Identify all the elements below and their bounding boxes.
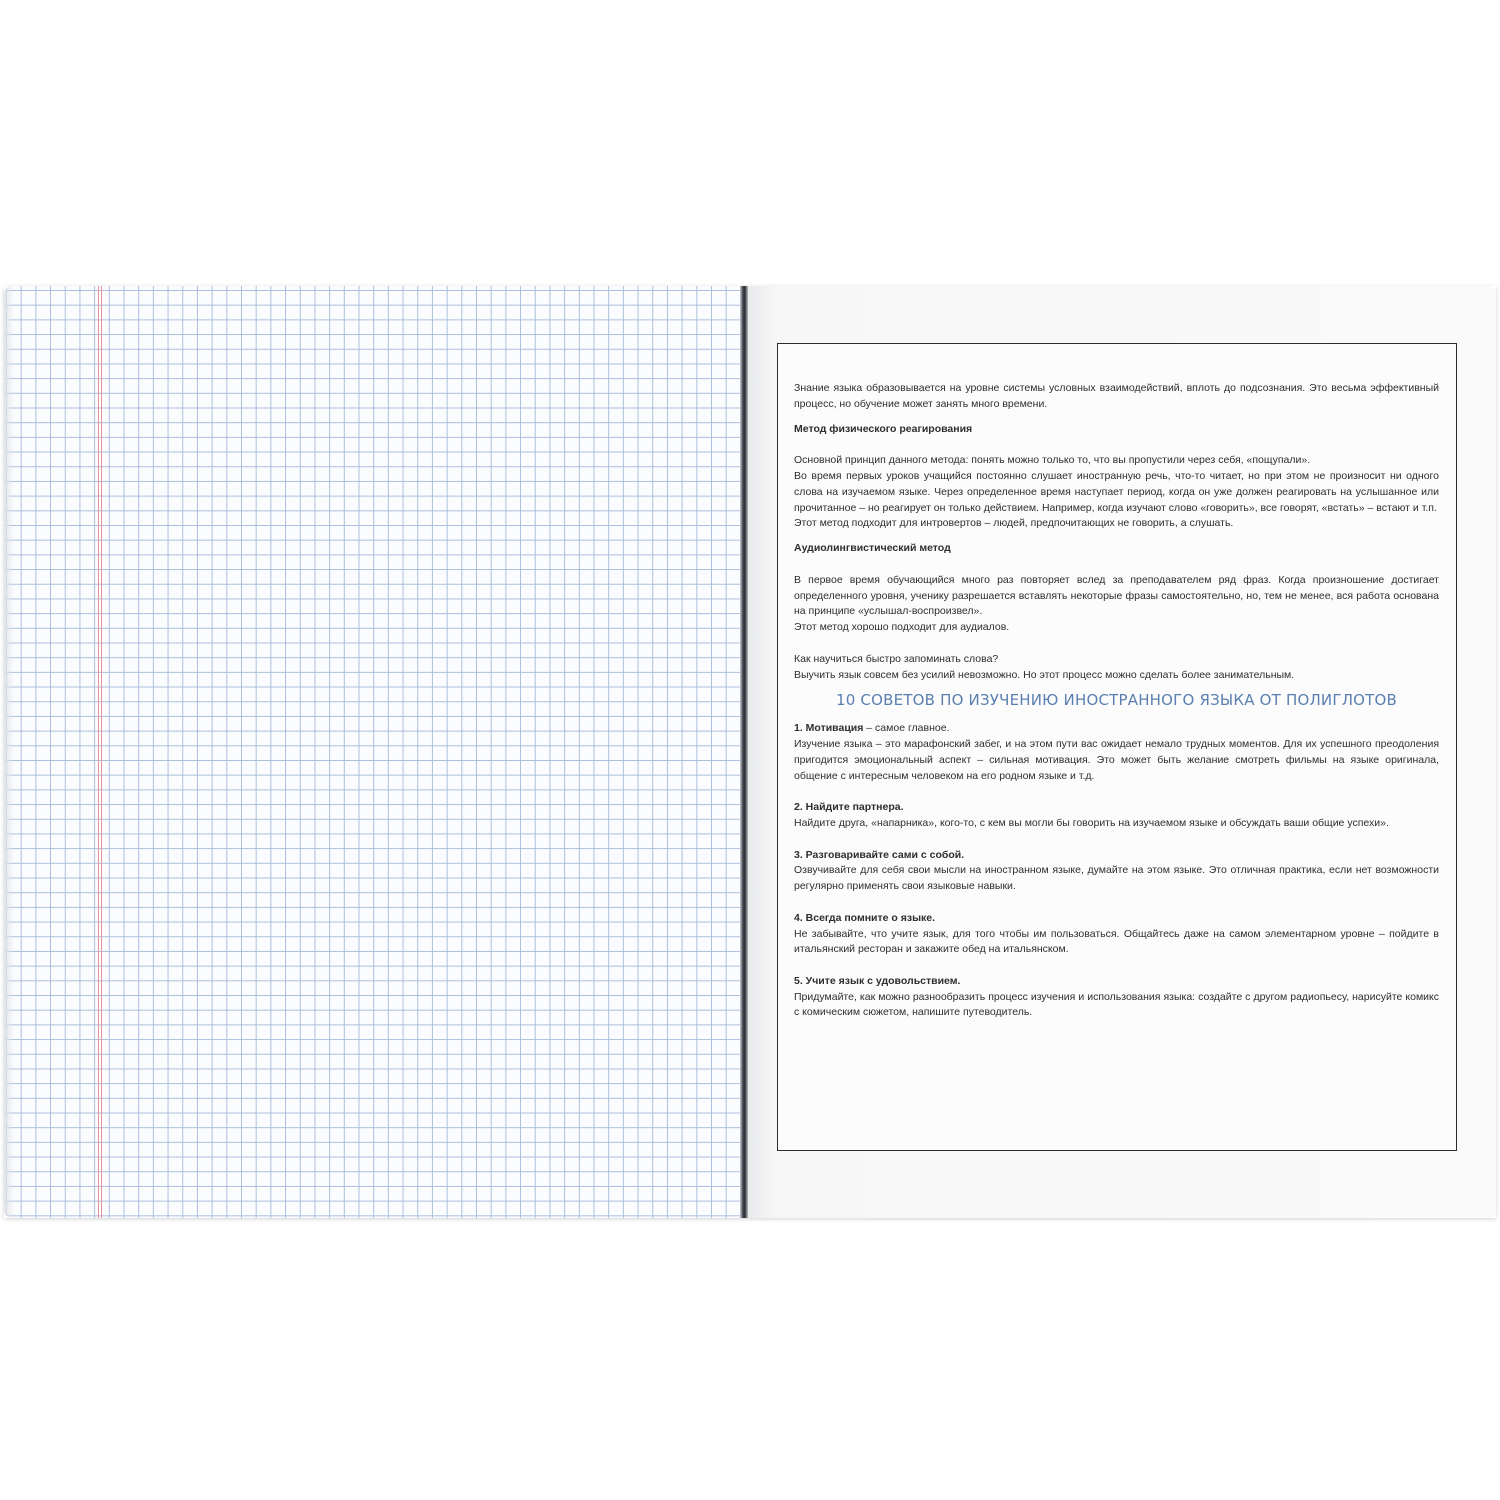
- left-page-grid: [4, 286, 742, 1218]
- tip-2-title: 2. Найдите партнера.: [794, 801, 904, 814]
- notebook-spine: [740, 286, 748, 1218]
- method1-paragraph-2: Во время первых уроков учащийся постоянно слушает иностранную речь, что-то читает, но при этом не произносит ни одного слова на изучаемом языке. Через определенное время наступает период, когда он уже должен реагировать на услышанное или прочитанное – но реагирует он только действием. Например, когда изучают слово «говорить», все говорят, «встать» – встают и т.п.: [794, 469, 1439, 514]
- tip-2-text: Найдите друга, «напарника», кого-то, с кем вы могли бы говорить на изучаемом языке и обсуждать ваши общие успехи».: [794, 816, 1389, 829]
- notebook-spread: [4, 286, 1496, 1218]
- question-line: Как научиться быстро запоминать слова?: [794, 652, 999, 665]
- content-text: [794, 381, 1439, 1021]
- tip-3-title: 3. Разговаривайте сами с собой.: [794, 848, 965, 861]
- method2-heading: Аудиолингвистический метод: [794, 542, 951, 555]
- method1-heading: Метод физического реагирования: [794, 422, 973, 435]
- method1-paragraph-1: Основной принцип данного метода: понять можно только то, что вы пропустили через себя, «пощупали».: [794, 454, 1311, 467]
- right-page: [748, 286, 1496, 1218]
- tip-1-title-suffix: – самое главное.: [863, 722, 950, 735]
- tip-1-title-bold: 1. Мотивация: [794, 722, 864, 735]
- tip-5-title: 5. Учите язык с удовольствием.: [794, 974, 961, 987]
- content-frame: [777, 343, 1457, 1151]
- intro-paragraph: Знание языка образовывается на уровне системы условных взаимодействий, вплоть до подсознания. Это весьма эффективный процесс, но обучение может занять много времени.: [794, 382, 1439, 410]
- method2-paragraph-1: В первое время обучающийся много раз повторяет вслед за преподавателем ряд фраз. Когда произношение достигает определенного уровня, ученику разрешается вставлять некоторые фразы самостоятельно, но, тем не менее, вся работа основана на принципе «услышал-воспроизвел».: [794, 573, 1439, 618]
- method1-paragraph-3: Этот метод подходит для интровертов – людей, предпочитающих не говорить, а слушать.: [794, 517, 1234, 530]
- tip-1-title: [794, 721, 1439, 737]
- red-margin-line: [98, 286, 102, 1218]
- tip-3-text: Озвучивайте для себя свои мысли на иностранном языке, думайте на этом языке. Это отличная практика, если нет возможности регулярно применять свои языковые навыки.: [794, 864, 1439, 893]
- answer-line: Выучить язык совсем без усилий невозможно. Но этот процесс можно сделать более занимательным.: [794, 668, 1295, 681]
- tip-4-text: Не забывайте, что учите язык, для того чтобы им пользоваться. Общайтесь даже на самом элементарном уровне – пойдите в итальянский ресторан и закажите обед на итальянском.: [794, 927, 1439, 956]
- tips-title: 10 СОВЕТОВ ПО ИЗУЧЕНИЮ ИНОСТРАННОГО ЯЗЫКА ОТ ПОЛИГЛОТОВ: [835, 691, 1398, 710]
- tip-5-text: Придумайте, как можно разнообразить процесс изучения и использования языка: создайте с другом радиопьесу, нарисуйте комикс с комическим сюжетом, напишите путеводитель.: [794, 990, 1439, 1019]
- tip-4-title: 4. Всегда помните о языке.: [794, 911, 936, 924]
- tip-1-text: Изучение языка – это марафонский забег, и на этом пути вас ожидает немало трудных моментов. Для их успешного преодоления пригодится эмоциональный аспект – сильная мотивация. Это может быть желание смотреть фильмы на языке оригинала, общение с интересным человеком на его родном языке и т.д.: [794, 737, 1439, 782]
- method2-paragraph-2: Этот метод хорошо подходит для аудиалов.: [794, 621, 1010, 634]
